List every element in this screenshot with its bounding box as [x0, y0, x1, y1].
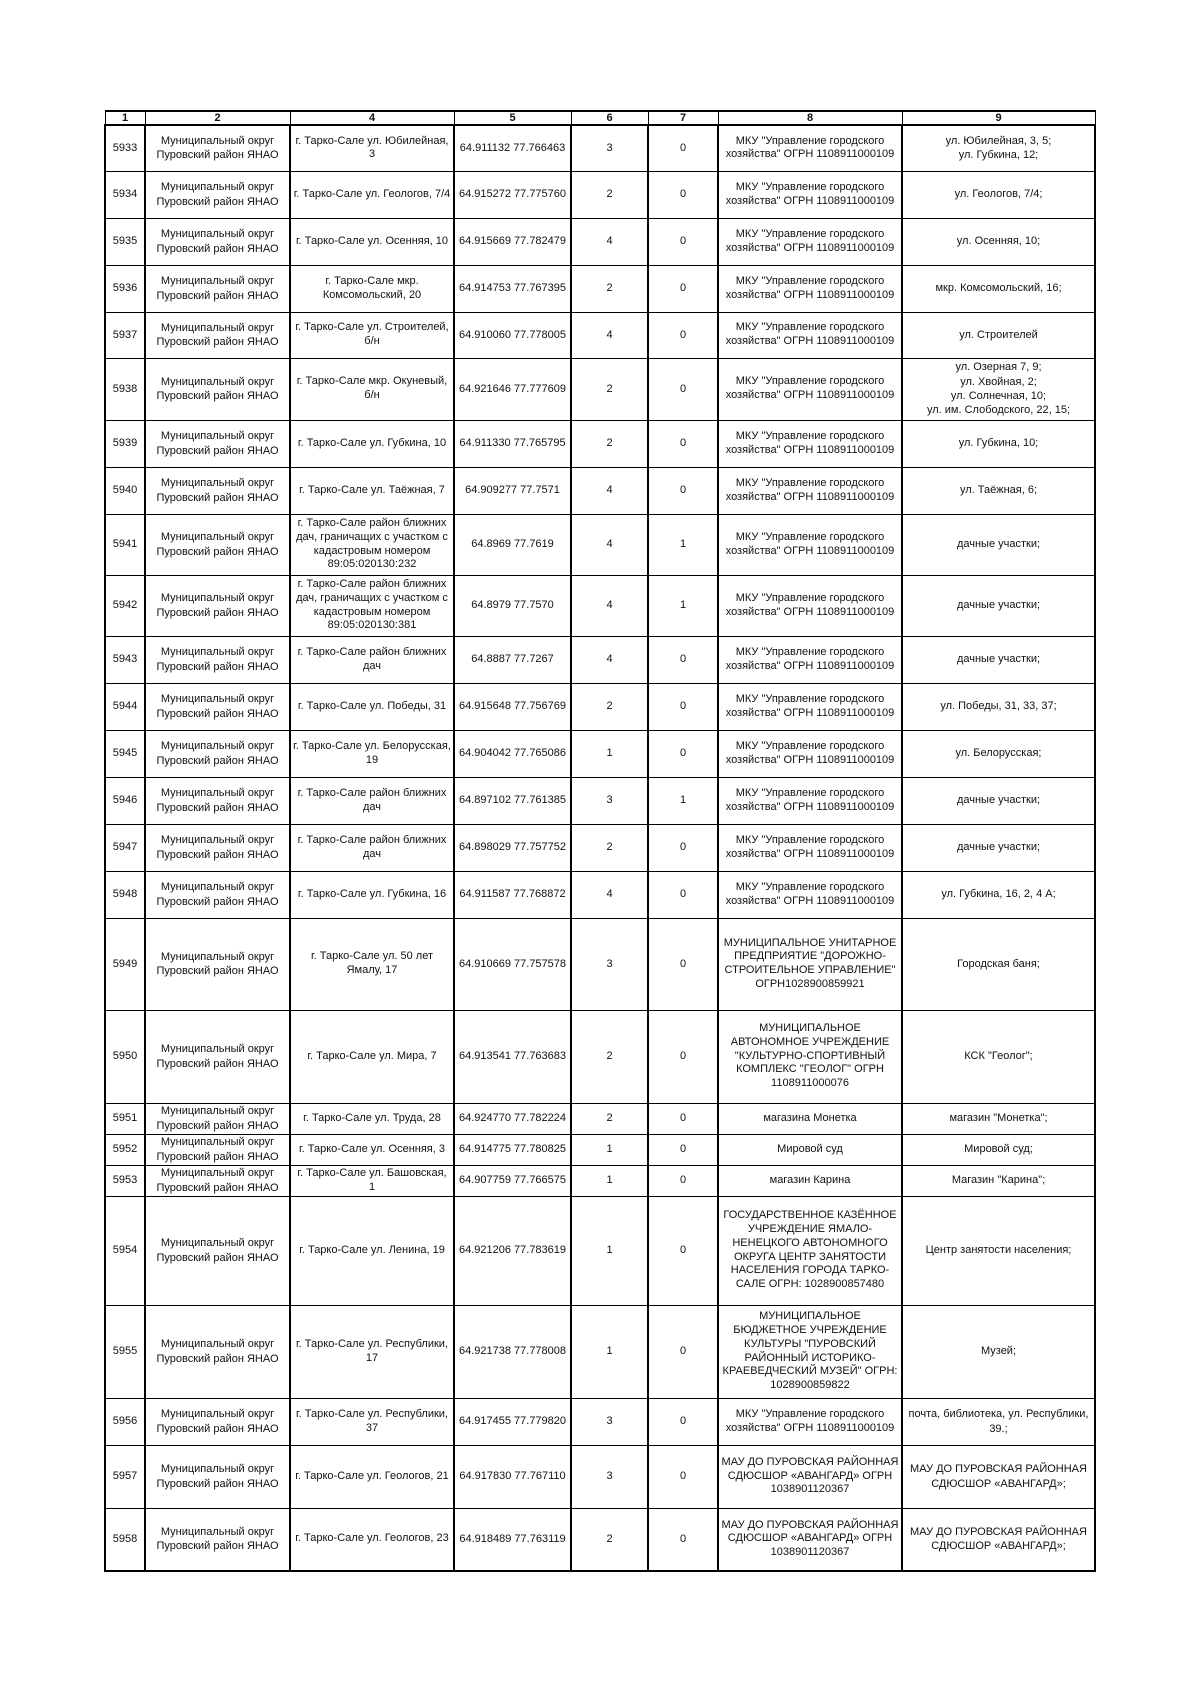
- address-cell: г. Тарко-Сале мкр. Комсомольский, 20: [290, 265, 454, 312]
- count-extra-cell: 0: [648, 636, 718, 683]
- address-cell: г. Тарко-Сале район ближних дач: [290, 636, 454, 683]
- table-row: [105, 1398, 1095, 1445]
- served-objects-cell: ул. Таёжная, 6;: [902, 467, 1095, 514]
- col-header-2: 2: [145, 111, 290, 125]
- count-cell: 4: [571, 467, 648, 514]
- served-objects-cell: Магазин "Карина";: [902, 1165, 1095, 1196]
- table-row: [105, 467, 1095, 514]
- owner-cell: МКУ "Управление городского хозяйства" ОГРН 1108911000109: [718, 636, 902, 683]
- table-row: [105, 636, 1095, 683]
- table-row: [105, 575, 1095, 636]
- count-extra-cell: 0: [648, 1103, 718, 1134]
- owner-cell: МКУ "Управление городского хозяйства" ОГРН 1108911000109: [718, 265, 902, 312]
- address-cell: г. Тарко-Сале ул. Башовская, 1: [290, 1165, 454, 1196]
- district-cell: Муниципальный округ Пуровский район ЯНАО: [145, 125, 290, 171]
- count-cell: 3: [571, 777, 648, 824]
- table-row: [105, 871, 1095, 918]
- row-number: 5951: [105, 1103, 145, 1134]
- row-number: 5954: [105, 1196, 145, 1305]
- table-row: [105, 125, 1095, 171]
- owner-cell: Мировой суд: [718, 1134, 902, 1165]
- row-number: 5942: [105, 575, 145, 636]
- row-number: 5947: [105, 824, 145, 871]
- address-cell: г. Тарко-Сале ул. Губкина, 16: [290, 871, 454, 918]
- count-extra-cell: 0: [648, 871, 718, 918]
- table-row: [105, 514, 1095, 575]
- count-cell: 4: [571, 218, 648, 265]
- count-cell: 4: [571, 871, 648, 918]
- coordinates-cell: 64.921646 77.777609: [454, 358, 571, 420]
- count-extra-cell: 0: [648, 1010, 718, 1103]
- served-objects-cell: Центр занятости населения;: [902, 1196, 1095, 1305]
- count-extra-cell: 0: [648, 1305, 718, 1398]
- coordinates-cell: 64.924770 77.782224: [454, 1103, 571, 1134]
- row-number: 5955: [105, 1305, 145, 1398]
- row-number: 5936: [105, 265, 145, 312]
- count-cell: 2: [571, 1508, 648, 1571]
- table-row: [105, 1103, 1095, 1134]
- count-cell: 4: [571, 575, 648, 636]
- district-cell: Муниципальный округ Пуровский район ЯНАО: [145, 777, 290, 824]
- served-objects-cell: ул. Юбилейная, 3, 5; ул. Губкина, 12;: [902, 125, 1095, 171]
- coordinates-cell: 64.915648 77.756769: [454, 683, 571, 730]
- coordinates-cell: 64.914753 77.767395: [454, 265, 571, 312]
- coordinates-cell: 64.911330 77.765795: [454, 420, 571, 467]
- table-row: [105, 1010, 1095, 1103]
- owner-cell: МКУ "Управление городского хозяйства" ОГРН 1108911000109: [718, 218, 902, 265]
- owner-cell: МКУ "Управление городского хозяйства" ОГРН 1108911000109: [718, 730, 902, 777]
- row-number: 5933: [105, 125, 145, 171]
- row-number: 5950: [105, 1010, 145, 1103]
- count-extra-cell: 0: [648, 312, 718, 358]
- owner-cell: МКУ "Управление городского хозяйства" ОГРН 1108911000109: [718, 1398, 902, 1445]
- coordinates-cell: 64.8969 77.7619: [454, 514, 571, 575]
- coordinates-cell: 64.921206 77.783619: [454, 1196, 571, 1305]
- count-extra-cell: 0: [648, 265, 718, 312]
- served-objects-cell: Городская баня;: [902, 918, 1095, 1010]
- count-cell: 2: [571, 1103, 648, 1134]
- row-number: 5948: [105, 871, 145, 918]
- address-cell: г. Тарко-Сале ул. Республики, 17: [290, 1305, 454, 1398]
- served-objects-cell: ул. Осенняя, 10;: [902, 218, 1095, 265]
- count-cell: 2: [571, 1010, 648, 1103]
- count-cell: 4: [571, 514, 648, 575]
- registry-table: [104, 110, 1096, 1572]
- table-row: [105, 683, 1095, 730]
- coordinates-cell: 64.910060 77.778005: [454, 312, 571, 358]
- served-objects-cell: дачные участки;: [902, 575, 1095, 636]
- count-cell: 1: [571, 730, 648, 777]
- row-number: 5940: [105, 467, 145, 514]
- count-extra-cell: 0: [648, 171, 718, 218]
- coordinates-cell: 64.910669 77.757578: [454, 918, 571, 1010]
- district-cell: Муниципальный округ Пуровский район ЯНАО: [145, 467, 290, 514]
- address-cell: г. Тарко-Сале район ближних дач: [290, 777, 454, 824]
- owner-cell: МУНИЦИПАЛЬНОЕ АВТОНОМНОЕ УЧРЕЖДЕНИЕ "КУЛЬТУРНО-СПОРТИВНЫЙ КОМПЛЕКС "ГЕОЛОГ" ОГРН 1108911000076: [718, 1010, 902, 1103]
- address-cell: г. Тарко-Сале мкр. Окуневый, б/н: [290, 358, 454, 420]
- address-cell: г. Тарко-Сале ул. Осенняя, 3: [290, 1134, 454, 1165]
- coordinates-cell: 64.917830 77.767110: [454, 1445, 571, 1508]
- owner-cell: МКУ "Управление городского хозяйства" ОГРН 1108911000109: [718, 777, 902, 824]
- count-extra-cell: 0: [648, 918, 718, 1010]
- served-objects-cell: МАУ ДО ПУРОВСКАЯ РАЙОННАЯ СДЮСШОР «АВАНГАРД»;: [902, 1445, 1095, 1508]
- count-extra-cell: 0: [648, 1196, 718, 1305]
- coordinates-cell: 64.915669 77.782479: [454, 218, 571, 265]
- address-cell: г. Тарко-Сале ул. Республики, 37: [290, 1398, 454, 1445]
- district-cell: Муниципальный округ Пуровский район ЯНАО: [145, 265, 290, 312]
- count-extra-cell: 0: [648, 824, 718, 871]
- table-row: [105, 1445, 1095, 1508]
- served-objects-cell: Мировой суд;: [902, 1134, 1095, 1165]
- row-number: 5943: [105, 636, 145, 683]
- owner-cell: МКУ "Управление городского хозяйства" ОГРН 1108911000109: [718, 312, 902, 358]
- col-header-4: 4: [290, 111, 454, 125]
- coordinates-cell: 64.904042 77.765086: [454, 730, 571, 777]
- served-objects-cell: ул. Геологов, 7/4;: [902, 171, 1095, 218]
- row-number: 5941: [105, 514, 145, 575]
- row-number: 5949: [105, 918, 145, 1010]
- coordinates-cell: 64.898029 77.757752: [454, 824, 571, 871]
- address-cell: г. Тарко-Сале ул. Ленина, 19: [290, 1196, 454, 1305]
- count-extra-cell: 0: [648, 218, 718, 265]
- table-row: [105, 420, 1095, 467]
- owner-cell: МУНИЦИПАЛЬНОЕ УНИТАРНОЕ ПРЕДПРИЯТИЕ "ДОРОЖНО-СТРОИТЕЛЬНОЕ УПРАВЛЕНИЕ" ОГРН1028900859921: [718, 918, 902, 1010]
- district-cell: Муниципальный округ Пуровский район ЯНАО: [145, 1134, 290, 1165]
- col-header-1: 1: [105, 111, 145, 125]
- count-extra-cell: 0: [648, 420, 718, 467]
- count-cell: 1: [571, 1134, 648, 1165]
- address-cell: г. Тарко-Сале ул. Труда, 28: [290, 1103, 454, 1134]
- coordinates-cell: 64.913541 77.763683: [454, 1010, 571, 1103]
- count-cell: 2: [571, 824, 648, 871]
- coordinates-cell: 64.909277 77.7571: [454, 467, 571, 514]
- district-cell: Муниципальный округ Пуровский район ЯНАО: [145, 1103, 290, 1134]
- owner-cell: МКУ "Управление городского хозяйства" ОГРН 1108911000109: [718, 420, 902, 467]
- coordinates-cell: 64.921738 77.778008: [454, 1305, 571, 1398]
- col-header-9: 9: [902, 111, 1095, 125]
- table-row: [105, 1134, 1095, 1165]
- owner-cell: МКУ "Управление городского хозяйства" ОГРН 1108911000109: [718, 171, 902, 218]
- table-row: [105, 312, 1095, 358]
- col-header-7: 7: [648, 111, 718, 125]
- district-cell: Муниципальный округ Пуровский район ЯНАО: [145, 918, 290, 1010]
- district-cell: Муниципальный округ Пуровский район ЯНАО: [145, 575, 290, 636]
- count-extra-cell: 1: [648, 575, 718, 636]
- coordinates-cell: 64.911132 77.766463: [454, 125, 571, 171]
- address-cell: г. Тарко-Сале ул. Губкина, 10: [290, 420, 454, 467]
- owner-cell: МКУ "Управление городского хозяйства" ОГРН 1108911000109: [718, 467, 902, 514]
- district-cell: Муниципальный округ Пуровский район ЯНАО: [145, 171, 290, 218]
- table-row: [105, 1508, 1095, 1571]
- address-cell: г. Тарко-Сале район ближних дач, граничащих с участком с кадастровым номером 89:05:020130:232: [290, 514, 454, 575]
- address-cell: г. Тарко-Сале ул. Мира, 7: [290, 1010, 454, 1103]
- district-cell: Муниципальный округ Пуровский район ЯНАО: [145, 1508, 290, 1571]
- header-row: [105, 111, 1095, 125]
- row-number: 5945: [105, 730, 145, 777]
- served-objects-cell: ул. Белорусская;: [902, 730, 1095, 777]
- count-cell: 3: [571, 125, 648, 171]
- district-cell: Муниципальный округ Пуровский район ЯНАО: [145, 514, 290, 575]
- coordinates-cell: 64.8979 77.7570: [454, 575, 571, 636]
- table-row: [105, 1305, 1095, 1398]
- owner-cell: МКУ "Управление городского хозяйства" ОГРН 1108911000109: [718, 824, 902, 871]
- col-header-5: 5: [454, 111, 571, 125]
- registry-sheet: [104, 110, 1094, 1572]
- row-number: 5934: [105, 171, 145, 218]
- count-cell: 1: [571, 1165, 648, 1196]
- row-number: 5935: [105, 218, 145, 265]
- count-cell: 4: [571, 312, 648, 358]
- district-cell: Муниципальный округ Пуровский район ЯНАО: [145, 1398, 290, 1445]
- owner-cell: МАУ ДО ПУРОВСКАЯ РАЙОННАЯ СДЮСШОР «АВАНГАРД» ОГРН 1038901120367: [718, 1445, 902, 1508]
- district-cell: Муниципальный округ Пуровский район ЯНАО: [145, 312, 290, 358]
- count-cell: 1: [571, 1196, 648, 1305]
- table-row: [105, 1196, 1095, 1305]
- coordinates-cell: 64.8887 77.7267: [454, 636, 571, 683]
- count-extra-cell: 0: [648, 467, 718, 514]
- row-number: 5944: [105, 683, 145, 730]
- row-number: 5953: [105, 1165, 145, 1196]
- table-row: [105, 777, 1095, 824]
- owner-cell: ГОСУДАРСТВЕННОЕ КАЗЁННОЕ УЧРЕЖДЕНИЕ ЯМАЛО-НЕНЕЦКОГО АВТОНОМНОГО ОКРУГА ЦЕНТР ЗАНЯТОСТИ НАСЕЛЕНИЯ ГОРОДА ТАРКО-САЛЕ ОГРН: 1028900857480: [718, 1196, 902, 1305]
- owner-cell: МКУ "Управление городского хозяйства" ОГРН 1108911000109: [718, 514, 902, 575]
- address-cell: г. Тарко-Сале ул. Геологов, 21: [290, 1445, 454, 1508]
- row-number: 5956: [105, 1398, 145, 1445]
- count-extra-cell: 0: [648, 1134, 718, 1165]
- district-cell: Муниципальный округ Пуровский район ЯНАО: [145, 683, 290, 730]
- owner-cell: МКУ "Управление городского хозяйства" ОГРН 1108911000109: [718, 871, 902, 918]
- district-cell: Муниципальный округ Пуровский район ЯНАО: [145, 420, 290, 467]
- coordinates-cell: 64.907759 77.766575: [454, 1165, 571, 1196]
- coordinates-cell: 64.897102 77.761385: [454, 777, 571, 824]
- address-cell: г. Тарко-Сале ул. Победы, 31: [290, 683, 454, 730]
- served-objects-cell: МАУ ДО ПУРОВСКАЯ РАЙОННАЯ СДЮСШОР «АВАНГАРД»;: [902, 1508, 1095, 1571]
- served-objects-cell: Музей;: [902, 1305, 1095, 1398]
- address-cell: г. Тарко-Сале ул. Строителей, б/н: [290, 312, 454, 358]
- owner-cell: МУНИЦИПАЛЬНОЕ БЮДЖЕТНОЕ УЧРЕЖДЕНИЕ КУЛЬТУРЫ "ПУРОВСКИЙ РАЙОННЫЙ ИСТОРИКО-КРАЕВЕДЧЕСКИЙ МУЗЕЙ" ОГРН: 1028900859822: [718, 1305, 902, 1398]
- count-cell: 1: [571, 1305, 648, 1398]
- count-cell: 2: [571, 171, 648, 218]
- served-objects-cell: магазин "Монетка";: [902, 1103, 1095, 1134]
- address-cell: г. Тарко-Сале ул. Осенняя, 10: [290, 218, 454, 265]
- district-cell: Муниципальный округ Пуровский район ЯНАО: [145, 1305, 290, 1398]
- district-cell: Муниципальный округ Пуровский район ЯНАО: [145, 358, 290, 420]
- coordinates-cell: 64.918489 77.763119: [454, 1508, 571, 1571]
- count-extra-cell: 0: [648, 1445, 718, 1508]
- col-header-8: 8: [718, 111, 902, 125]
- row-number: 5937: [105, 312, 145, 358]
- table-row: [105, 171, 1095, 218]
- district-cell: Муниципальный округ Пуровский район ЯНАО: [145, 1196, 290, 1305]
- served-objects-cell: дачные участки;: [902, 514, 1095, 575]
- served-objects-cell: ул. Озерная 7, 9; ул. Хвойная, 2; ул. Солнечная, 10; ул. им. Слободского, 22, 15;: [902, 358, 1095, 420]
- served-objects-cell: мкр. Комсомольский, 16;: [902, 265, 1095, 312]
- count-extra-cell: 0: [648, 1398, 718, 1445]
- address-cell: г. Тарко-Сале ул. Геологов, 7/4: [290, 171, 454, 218]
- address-cell: г. Тарко-Сале ул. 50 лет Ямалу, 17: [290, 918, 454, 1010]
- count-extra-cell: 0: [648, 1508, 718, 1571]
- served-objects-cell: ул. Губкина, 10;: [902, 420, 1095, 467]
- table-row: [105, 730, 1095, 777]
- owner-cell: МАУ ДО ПУРОВСКАЯ РАЙОННАЯ СДЮСШОР «АВАНГАРД» ОГРН 1038901120367: [718, 1508, 902, 1571]
- coordinates-cell: 64.917455 77.779820: [454, 1398, 571, 1445]
- row-number: 5958: [105, 1508, 145, 1571]
- address-cell: г. Тарко-Сале ул. Геологов, 23: [290, 1508, 454, 1571]
- coordinates-cell: 64.914775 77.780825: [454, 1134, 571, 1165]
- owner-cell: МКУ "Управление городского хозяйства" ОГРН 1108911000109: [718, 358, 902, 420]
- count-extra-cell: 0: [648, 358, 718, 420]
- count-cell: 3: [571, 1445, 648, 1508]
- count-cell: 3: [571, 1398, 648, 1445]
- address-cell: г. Тарко-Сале ул. Таёжная, 7: [290, 467, 454, 514]
- count-extra-cell: 0: [648, 730, 718, 777]
- district-cell: Муниципальный округ Пуровский район ЯНАО: [145, 636, 290, 683]
- address-cell: г. Тарко-Сале ул. Юбилейная, 3: [290, 125, 454, 171]
- count-extra-cell: 1: [648, 777, 718, 824]
- district-cell: Муниципальный округ Пуровский район ЯНАО: [145, 218, 290, 265]
- served-objects-cell: КСК "Геолог";: [902, 1010, 1095, 1103]
- owner-cell: МКУ "Управление городского хозяйства" ОГРН 1108911000109: [718, 683, 902, 730]
- count-cell: 3: [571, 918, 648, 1010]
- owner-cell: МКУ "Управление городского хозяйства" ОГРН 1108911000109: [718, 575, 902, 636]
- table-row: [105, 918, 1095, 1010]
- col-header-6: 6: [571, 111, 648, 125]
- table-row: [105, 218, 1095, 265]
- served-objects-cell: ул. Строителей: [902, 312, 1095, 358]
- count-extra-cell: 0: [648, 683, 718, 730]
- served-objects-cell: дачные участки;: [902, 777, 1095, 824]
- row-number: 5957: [105, 1445, 145, 1508]
- count-cell: 2: [571, 420, 648, 467]
- served-objects-cell: дачные участки;: [902, 824, 1095, 871]
- owner-cell: МКУ "Управление городского хозяйства" ОГРН 1108911000109: [718, 125, 902, 171]
- row-number: 5952: [105, 1134, 145, 1165]
- count-cell: 2: [571, 358, 648, 420]
- address-cell: г. Тарко-Сале район ближних дач: [290, 824, 454, 871]
- table-row: [105, 358, 1095, 420]
- coordinates-cell: 64.911587 77.768872: [454, 871, 571, 918]
- row-number: 5946: [105, 777, 145, 824]
- owner-cell: магазина Монетка: [718, 1103, 902, 1134]
- coordinates-cell: 64.915272 77.775760: [454, 171, 571, 218]
- owner-cell: магазин Карина: [718, 1165, 902, 1196]
- served-objects-cell: ул. Победы, 31, 33, 37;: [902, 683, 1095, 730]
- district-cell: Муниципальный округ Пуровский район ЯНАО: [145, 1165, 290, 1196]
- row-number: 5938: [105, 358, 145, 420]
- count-extra-cell: 1: [648, 514, 718, 575]
- table-row: [105, 1165, 1095, 1196]
- served-objects-cell: дачные участки;: [902, 636, 1095, 683]
- district-cell: Муниципальный округ Пуровский район ЯНАО: [145, 1445, 290, 1508]
- address-cell: г. Тарко-Сале район ближних дач, граничащих с участком с кадастровым номером 89:05:020130:381: [290, 575, 454, 636]
- count-cell: 2: [571, 683, 648, 730]
- served-objects-cell: ул. Губкина, 16, 2, 4 А;: [902, 871, 1095, 918]
- row-number: 5939: [105, 420, 145, 467]
- count-cell: 2: [571, 265, 648, 312]
- district-cell: Муниципальный округ Пуровский район ЯНАО: [145, 1010, 290, 1103]
- district-cell: Муниципальный округ Пуровский район ЯНАО: [145, 730, 290, 777]
- table-row: [105, 824, 1095, 871]
- served-objects-cell: почта, библиотека, ул. Республики, 39.;: [902, 1398, 1095, 1445]
- address-cell: г. Тарко-Сале ул. Белорусская, 19: [290, 730, 454, 777]
- district-cell: Муниципальный округ Пуровский район ЯНАО: [145, 871, 290, 918]
- district-cell: Муниципальный округ Пуровский район ЯНАО: [145, 824, 290, 871]
- count-cell: 4: [571, 636, 648, 683]
- table-row: [105, 265, 1095, 312]
- count-extra-cell: 0: [648, 1165, 718, 1196]
- count-extra-cell: 0: [648, 125, 718, 171]
